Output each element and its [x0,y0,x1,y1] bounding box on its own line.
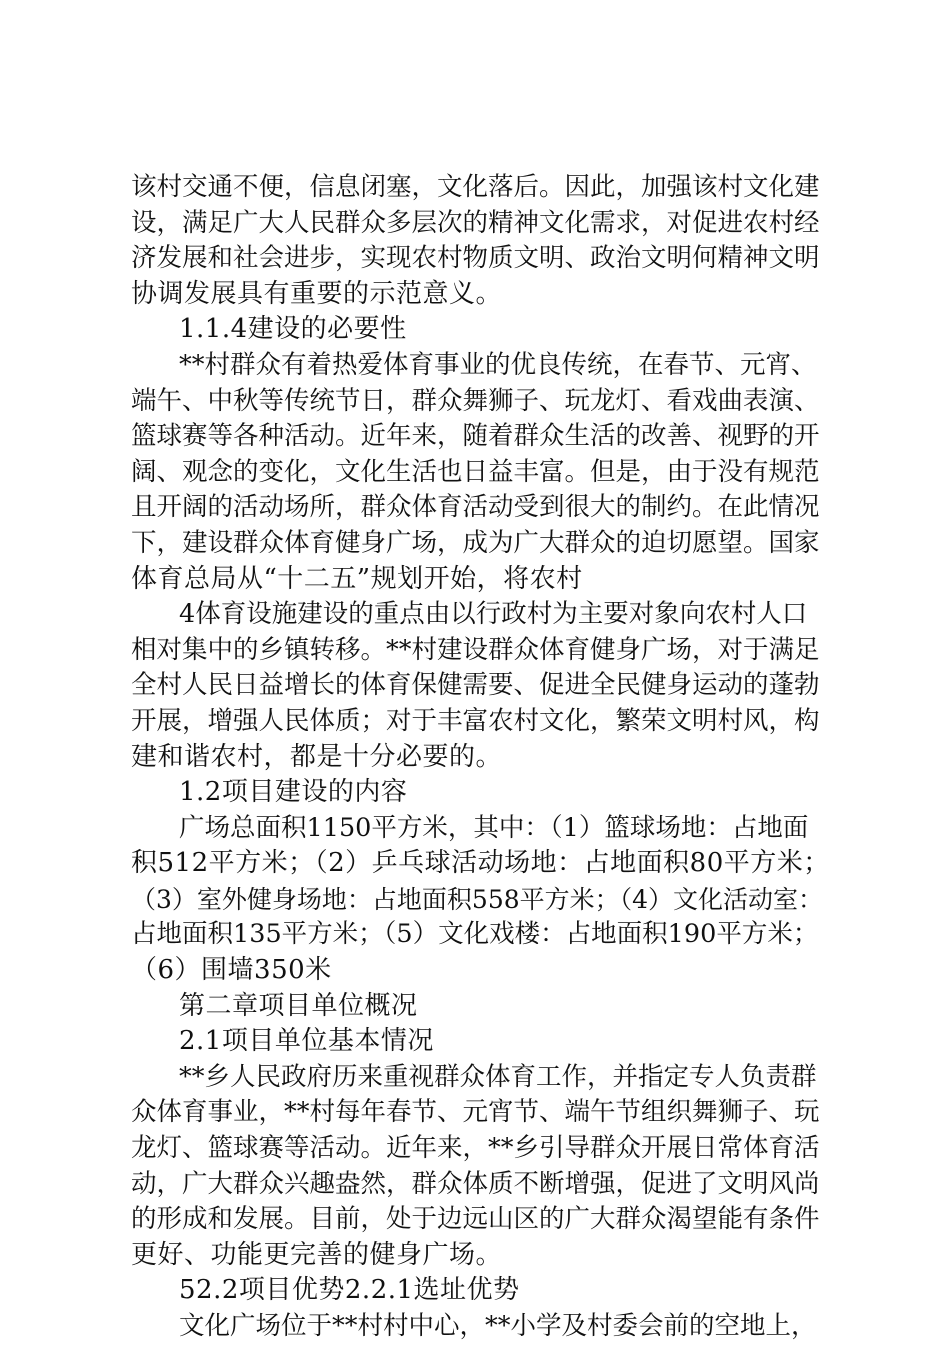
document-body [131,170,831,1345]
text-line: 1.1.4建设的必要性 [179,314,407,345]
text-line: 4体育设施建设的重点由以行政村为主要对象向农村人口 [179,599,808,630]
text-line: 文化广场位于**村村中心，**小学及村委会前的空地上， [179,1311,817,1341]
text-line: 建和谐农村，都是十分必要的。 [131,741,503,772]
text-line: （6）围墙350米 [131,955,332,986]
text-line: 2.1项目单位基本情况 [179,1026,434,1057]
text-line: 协调发展具有重要的示范意义。 [131,278,503,309]
text-line: 设，满足广大人民群众多层次的精神文化需求，对促进农村经 [131,207,820,238]
text-line: 阔、观念的变化，文化生活也日益丰富。但是，由于没有规范 [131,456,820,487]
text-line: 该村交通不便，信息闭塞，文化落后。因此，加强该村文化建 [131,172,820,202]
text-line: 动，广大群众兴趣盎然，群众体质不断增强，促进了文明风尚 [131,1168,820,1199]
text-line: 且开阔的活动场所，群众体育活动受到很大的制约。在此情况 [131,492,820,523]
text-line: 下，建设群众体育健身广场，成为广大群众的迫切愿望。国家 [131,527,820,558]
text-line: **村群众有着热爱体育事业的优良传统，在春节、元宵、 [179,349,817,380]
text-line: 广场总面积1150平方米，其中：（1）篮球场地：占地面 [179,812,809,843]
text-line: 众体育事业，**村每年春节、元宵节、端午节组织舞狮子、玩 [131,1097,820,1128]
text-line: 开展，增强人民体质；对于丰富农村文化，繁荣文明村风，构 [131,705,820,736]
text-line: 52.2项目优势2.2.1选址优势 [179,1275,520,1306]
text-line: 相对集中的乡镇转移。**村建设群众体育健身广场，对于满足 [131,634,820,665]
text-line: 全村人民日益增长的体育保健需要、促进全民健身运动的蓬勃 [131,670,820,701]
text-line: 更好、功能更完善的健身广场。 [131,1239,503,1270]
text-line: 龙灯、篮球赛等活动。近年来，**乡引导群众开展日常体育活 [131,1133,820,1164]
text-line: 体育总局从“十二五”规划开始，将农村 [131,563,583,594]
text-line: **乡人民政府历来重视群众体育工作，并指定专人负责群 [179,1061,817,1092]
text-line: 济发展和社会进步，实现农村物质文明、政治文明何精神文明 [131,243,820,274]
text-line: 1.2项目建设的内容 [179,777,408,808]
text-line: 第二章项目单位概况 [179,990,418,1021]
text-line: 端午、中秋等传统节日，群众舞狮子、玩龙灯、看戏曲表演、 [131,385,820,416]
text-line: 占地面积135平方米；（5）文化戏楼：占地面积190平方米； [131,919,819,950]
text-line: 的形成和发展。目前，处于边远山区的广大群众渴望能有条件 [131,1204,820,1235]
text-line: 积512平方米；（2）乒乓球活动场地：占地面积80平方米； [131,848,830,879]
text-line: （3）室外健身场地：占地面积558平方米；（4）文化活动室： [131,884,824,914]
text-line: 篮球赛等各种活动。近年来，随着群众生活的改善、视野的开 [131,421,820,452]
